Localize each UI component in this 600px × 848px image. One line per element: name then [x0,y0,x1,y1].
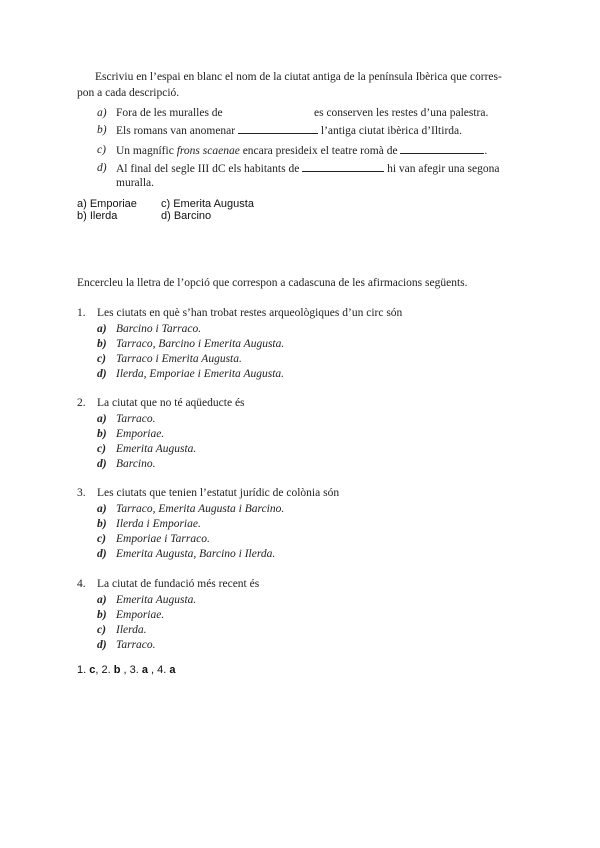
exercise1-instruction-line2: pon a cada descripció. [77,87,180,99]
option-marker[interactable]: a) [97,503,107,515]
question-number: 2. [77,397,86,409]
option-text: Tarraco, Emerita Augusta i Barcino. [116,503,285,515]
option-marker[interactable]: a) [97,594,107,606]
option-text: Tarraco, Barcino i Emerita Augusta. [116,338,285,350]
answer-blank-b[interactable] [238,123,318,134]
answer-key-separator: , [120,664,130,676]
item-b-text: Els romans van anomenar l’antiga ciutat ibèrica d’Iltirda. [116,125,463,137]
option-text: Emerita Augusta. [116,594,197,606]
option-marker[interactable]: d) [97,548,107,560]
answer-key-letter: c [89,664,96,676]
option-marker[interactable]: a) [97,413,107,425]
option-marker[interactable]: b) [97,609,107,621]
question-number: 3. [77,487,86,499]
question-number: 1. [77,307,86,319]
question-number: 4. [77,578,86,590]
question-text: Les ciutats en què s’han trobat restes arqueològiques d’un circ són [97,307,403,319]
answer-key-letter: b [113,664,121,676]
answer-key-number: 3. [129,664,142,676]
option-marker[interactable]: a) [97,323,107,335]
question-text: La ciutat que no té aqüeducte és [97,397,245,409]
answer-key-letter: a [169,664,176,676]
answer-key-separator: , [95,664,102,676]
item-d-continuation: muralla. [116,177,154,189]
question-text: La ciutat de fundació més recent és [97,578,260,590]
answer-blank-d[interactable] [302,161,384,172]
option-text: Emporiae i Tarraco. [116,533,210,545]
exercise2-instruction: Encercleu la lletra de l’opció que correspon a cadascuna de les afirmacions següents. [77,277,468,289]
option-text: Barcino. [116,458,156,470]
option-text: Emerita Augusta, Barcino i Ilerda. [116,548,276,560]
option-marker[interactable]: c) [97,533,106,545]
item-d-text: Al final del segle III dC els habitants de hi van afegir una segona [116,163,500,175]
option-text: Emporiae. [116,428,165,440]
answer-key-number: 2. [101,664,114,676]
option-marker[interactable]: b) [97,428,107,440]
option-text: Ilerda i Emporiae. [116,518,201,530]
item-a-before: Fora de les muralles de [116,107,223,119]
option-text: Tarraco i Emerita Augusta. [116,353,242,365]
answer-key-letter: a [141,664,148,676]
answer-key [77,664,176,677]
item-c-text: Un magnífic frons scaenae encara presideix el teatre romà de . [116,145,488,157]
item-b-marker: b) [97,124,107,136]
answer-option-a: a) Emporiae [77,198,137,210]
item-a-marker: a) [97,107,107,119]
item-c-marker: c) [97,144,106,156]
option-marker[interactable]: d) [97,458,107,470]
option-marker[interactable]: c) [97,624,106,636]
exercise1-instruction-line1: Escriviu en l’espai en blanc el nom de la ciutat antiga de la península Ibèrica que corres- [95,71,502,83]
option-marker[interactable]: b) [97,338,107,350]
option-marker[interactable]: c) [97,353,106,365]
option-marker[interactable]: d) [97,639,107,651]
option-marker[interactable]: b) [97,518,107,530]
answer-option-c: c) Emerita Augusta [161,198,254,210]
item-d-marker: d) [97,162,107,174]
answer-key-separator: , [147,664,158,676]
answer-option-b: b) Ilerda [77,210,118,222]
item-a-after: es conserven les restes d’una palestra. [314,107,489,119]
answer-blank-c[interactable] [400,143,484,154]
answer-option-d: d) Barcino [161,210,212,222]
option-text: Ilerda. [116,624,147,636]
option-text: Tarraco. [116,413,156,425]
option-text: Tarraco. [116,639,156,651]
option-marker[interactable]: d) [97,368,107,380]
option-text: Ilerda, Emporiae i Emerita Augusta. [116,368,285,380]
answer-key-number: 1. [77,664,90,676]
answer-key-number: 4. [157,664,170,676]
option-text: Emporiae. [116,609,165,621]
option-text: Barcino i Tarraco. [116,323,202,335]
option-text: Emerita Augusta. [116,443,197,455]
question-text: Les ciutats que tenien l’estatut jurídic de colònia són [97,487,340,499]
option-marker[interactable]: c) [97,443,106,455]
